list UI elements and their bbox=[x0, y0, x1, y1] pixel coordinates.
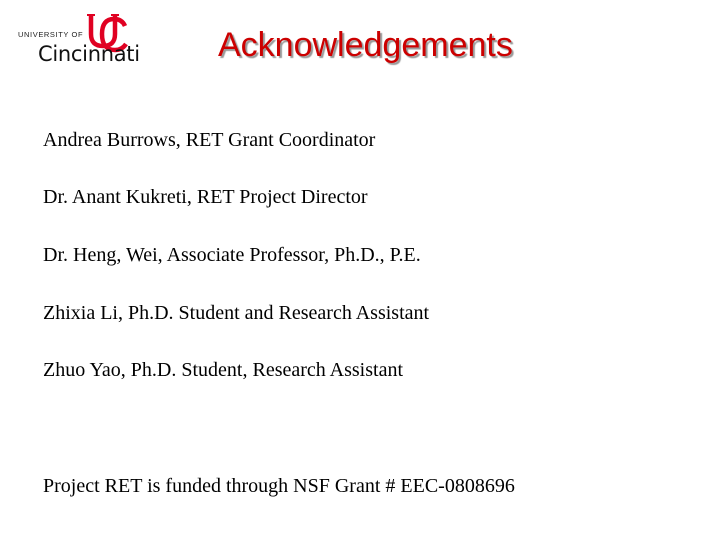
slide-title: Acknowledgements bbox=[218, 26, 513, 64]
funding-statement: Project RET is funded through NSF Grant # EEC-0808696 bbox=[43, 475, 515, 497]
acknowledgement-line: Zhixia Li, Ph.D. Student and Research Assistant bbox=[43, 302, 430, 324]
logo-university-name: Cincinnati bbox=[38, 42, 140, 66]
acknowledgement-line: Dr. Anant Kukreti, RET Project Director bbox=[43, 186, 368, 208]
logo-university-of: UNIVERSITY OF bbox=[18, 30, 84, 39]
university-logo bbox=[18, 12, 140, 68]
acknowledgement-line: Zhuo Yao, Ph.D. Student, Research Assistant bbox=[43, 359, 403, 381]
acknowledgement-line: Dr. Heng, Wei, Associate Professor, Ph.D., P.E. bbox=[43, 244, 421, 266]
acknowledgement-line: Andrea Burrows, RET Grant Coordinator bbox=[43, 129, 376, 151]
